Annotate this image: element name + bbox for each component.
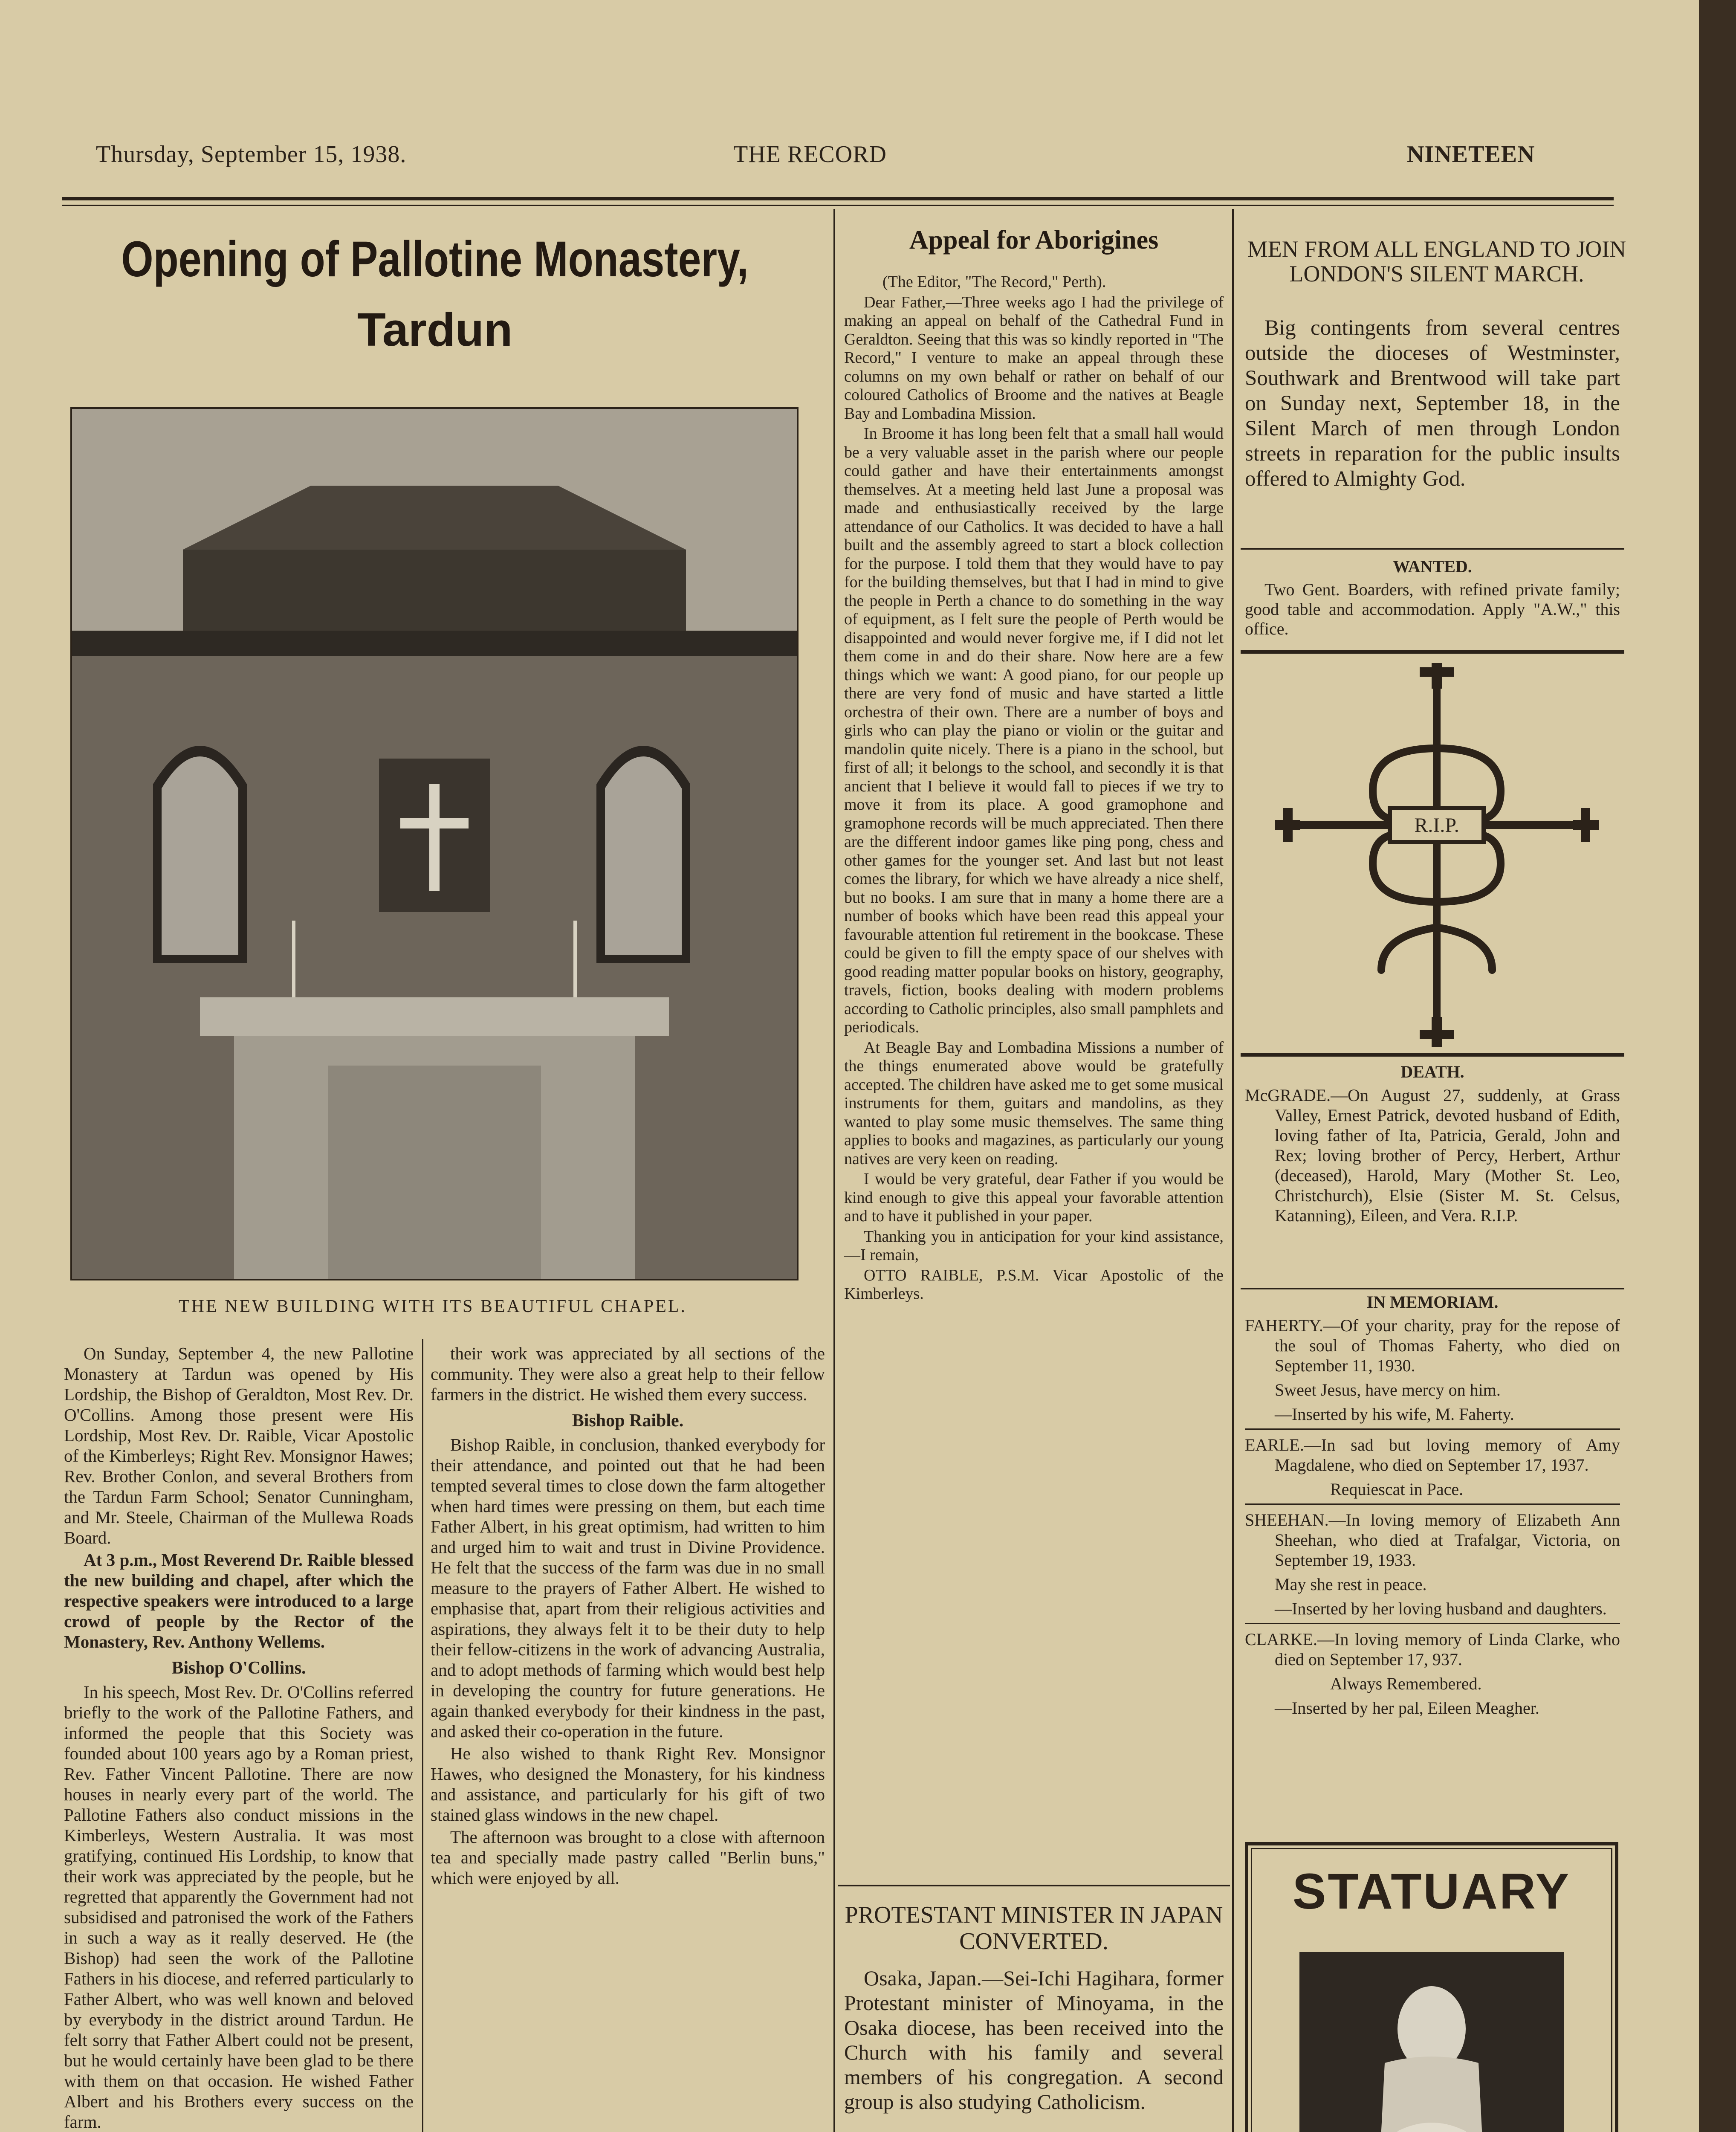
- masthead-rule-thin: [62, 205, 1614, 206]
- memoriam-clarke-verse: Always Remembered.: [1330, 1674, 1482, 1693]
- notice-rule: [1245, 1428, 1620, 1430]
- masthead-date: Thursday, September 15, 1938.: [96, 141, 407, 168]
- memoriam-sheehan-inserted: —Inserted by her loving husband and daughters.: [1275, 1599, 1607, 1618]
- monastery-headline: Opening of Pallotine Monastery,: [121, 231, 749, 287]
- statuary-advertisement: [1245, 1842, 1618, 2132]
- monastery-article-col2: [431, 1343, 825, 1890]
- column-divider: [422, 1339, 423, 2132]
- article-paragraph: Osaka, Japan.—Sei-Ichi Hagihara, former Protestant minister of Minoyama, in the Osaka diocese, has been received into the Church with his family and several members of his congregation. A second group is also studying Catholicism.: [844, 1966, 1224, 2114]
- aborigines-article: [844, 273, 1224, 1305]
- memoriam-earle-verse: Requiescat in Pace.: [1330, 1480, 1464, 1499]
- memoriam-faherty: FAHERTY.—Of your charity, pray for the repose of the soul of Thomas Faherty, who died on September 11, 1930.: [1245, 1316, 1620, 1375]
- section-rule: [838, 1885, 1230, 1886]
- article-paragraph: He also wished to thank Right Rev. Monsignor Hawes, who designed the Monastery, for his kindness and assistance, and particularly for his gift of two stained glass windows in the new chapel.: [431, 1744, 825, 1825]
- article-paragraph: Dear Father,—Three weeks ago I had the privilege of making an appeal on behalf of the Cathedral Fund in Geraldton. Seeing that this was so kindly reported in "The Record," I venture to make an appeal through these columns on my own behalf or rather on behalf of our coloured Catholics of Broome and the natives at Beagle Bay and Lombadina Mission.: [844, 293, 1224, 423]
- binding-edge: [1699, 0, 1736, 2132]
- article-paragraph: On Sunday, September 4, the new Pallotine Monastery at Tardun was opened by His Lordship, the Bishop of Geraldton, Most Rev. Dr. O'Collins. Among those present were His Lordship, Most Rev. Dr. Raible, Vicar Apostolic of the Kimberleys; Right Rev. Monsignor Hawes; Rev. Brother Conlon, and several Brothers from the Tardun Farm School; Senator Cunningham, and Mr. Steele, Chairman of the Mullewa Roads Board.: [64, 1344, 414, 1547]
- memoriam-heading: IN MEMORIAM.: [1366, 1292, 1499, 1312]
- column-divider: [1232, 209, 1234, 2132]
- death-notice: [1245, 1085, 1620, 1230]
- monastery-article-col1: [64, 1343, 414, 2132]
- death-heading: DEATH.: [1400, 1062, 1464, 1081]
- memoriam-clarke: CLARKE.—In loving memory of Linda Clarke, who died on September 17, 937.: [1245, 1630, 1620, 1669]
- memoriam-notices: [1245, 1315, 1620, 1722]
- wanted-text: Two Gent. Boarders, with refined private family; good table and accommodation. Apply "A.W.," this office.: [1245, 580, 1620, 638]
- article-signature: OTTO RAIBLE, P.S.M. Vicar Apostolic of the Kimberleys.: [844, 1266, 1224, 1303]
- rip-label: R.I.P.: [1414, 814, 1459, 837]
- article-paragraph: Big contingents from several centres outside the dioceses of Westminster, Southwark and Brentwood will take part on Sunday next, September 18, in the Silent March of men through London streets in reparation for the public insults offered to Almighty God.: [1245, 316, 1620, 491]
- chapel-illustration: [72, 409, 797, 1279]
- article-paragraph: At Beagle Bay and Lombadina Missions a number of the things enumerated above would be gratefully accepted. The children have asked me to get some musical instruments for them, guitars and mandolins, as they wanted to play some music themselves. The same thing applies to books and magazines, as particularly our young natives are very keen on reading.: [844, 1038, 1224, 1168]
- masthead-page-label: NINETEEN: [1407, 141, 1535, 168]
- notice-rule: [1245, 1503, 1620, 1505]
- article-paragraph: I would be very grateful, dear Father if you would be kind enough to give this appeal your favorable attention and to have it published in your paper.: [844, 1170, 1224, 1225]
- memoriam-sheehan-verse: May she rest in peace.: [1275, 1575, 1427, 1594]
- memoriam-earle: EARLE.—In sad but loving memory of Amy Magdalene, who died on September 17, 1937.: [1245, 1435, 1620, 1474]
- article-paragraph: In Broome it has long been felt that a small hall would be a very valuable asset in the parish where our people could gather and have their entertainments amongst themselves. At a meeting held last June a proposal was made and enthusiastically received by the large attendance of our Catholics. It was decided to have a hall built and the assembly agreed to start a block collection for the purpose. I told them that they would have to pay for the building themselves, but that I had in mind to give the people in Perth a chance to do something in the way of equipment, as I felt sure the people of Perth would be disappointed and would never forgive me, if I did not let them come in and do their share. Now here are a few things which we want: A good piano, for our people up there are very fond of music and have started a little orchestra of their own. There are a number of boys and girls who can play the piano or violin or the guitar and mandolin quite nicely. There is a piano in the school, but first of all; it belongs to the school, and secondly it is that ancient that I believe it would fall to pieces if we try to move it from its place. A good gramophone and gramophone records will be much appreciated. Then there are the different indoor games like ping pong, chess and other games for the younger set. And last but not least comes the library, for which we have already a nice shelf, but no books. I am sure that in many a home there are a number of books which have been read this appeal your favourable attention ful retirement in the bookcase. These could be given to fill the empty space of our shelves with good reading matter popular books on history, geography, travels, fiction, books dealing with modern problems according to Catholic principles, also small pamphlets and periodicals.: [844, 425, 1224, 1036]
- masthead-paper-name: THE RECORD: [733, 141, 887, 168]
- rip-cross-emblem: [1275, 663, 1599, 1047]
- wanted-notice: [1245, 580, 1620, 639]
- column-divider: [833, 209, 835, 2132]
- statuary-ad-heading: STATUARY: [1292, 1863, 1571, 1920]
- notice-rule: [1245, 1623, 1620, 1624]
- death-text: McGRADE.—On August 27, suddenly, at Grass Valley, Ernest Patrick, devoted husband of Edith, loving father of Ita, Patricia, Gerald, John and Rex; loving brother of Percy, Herbert, Arthur (deceased), Harold, Mary (Mother St. Leo, Christchurch), Elsie (Sister M. St. Celsus, Katanning), Eileen, and Vera. R.I.P.: [1245, 1086, 1620, 1225]
- aborigines-headline: Appeal for Aborigines: [909, 226, 1159, 255]
- article-paragraph: Bishop Raible, in conclusion, thanked everybody for their attendance, and pointed out that he had been tempted several times to close down the farm altogether when hard times were pressing on them, but each time Father Albert, in his great optimism, had written to him and urged him to wait and trust in Divine Providence. He felt that the success of the farm was due in no small measure to the prayers of Father Albert. He wished to emphasise that, apart from their religious activities and aspirations, they always felt it to be their duty to help their fellow-citizens in the work of advancing Australia, and to adopt methods of farming which would best help in developing the country for future generations. He again thanked everybody for their kindness in the past, and asked their co-operation in the future.: [431, 1435, 825, 1741]
- article-paragraph: Thanking you in anticipation for your kind assistance,—I remain,: [844, 1227, 1224, 1264]
- section-rule: [1241, 650, 1624, 654]
- monastery-headline-sub: Tardun: [357, 304, 513, 356]
- section-rule: [1241, 548, 1624, 550]
- statue-figure: [1299, 1952, 1564, 2132]
- masthead-rule: [62, 197, 1614, 200]
- chapel-photo-caption: THE NEW BUILDING WITH ITS BEAUTIFUL CHAPEL.: [179, 1297, 687, 1316]
- section-rule: [1241, 1288, 1624, 1289]
- protestant-article: [844, 1966, 1224, 2114]
- article-paragraph: In his speech, Most Rev. Dr. O'Collins referred briefly to the work of the Pallotine Fathers, and informed the people that this Society was founded about 100 years ago by a Roman priest, Rev. Father Vincent Pallotine. There are now houses in nearly every part of the world. The Pallotine Fathers also conduct missions in the Kimberleys, Western Australia. It was most gratifying, continued His Lordship, to know that their work was appreciated by the people, but he regretted that apparently the Government had not subsidised and patronised the work of the Fathers in such a way as it really deserved. He (the Bishop) had seen the work of the Pallotine Fathers in his diocese, and referred particularly to Father Albert, who was well known and beloved by everybody in the district around Tardun. He felt sorry that Father Albert could not be present, but he would certainly have been glad to be there with them on that occasion. He wished Father Albert and his Brothers every success on the farm.: [64, 1682, 414, 2132]
- march-headline: MEN FROM ALL ENGLAND TO JOIN LONDON'S SILENT MARCH.: [1247, 236, 1626, 287]
- statue-photo: [1299, 1952, 1564, 2132]
- article-paragraph: their work was appreciated by all sections of the community. They were also a great help to their fellow farmers in the district. He wished them every success.: [431, 1344, 825, 1404]
- memoriam-clarke-inserted: —Inserted by her pal, Eileen Meagher.: [1275, 1698, 1539, 1718]
- section-rule: [1241, 1053, 1624, 1057]
- memoriam-faherty-verse: Sweet Jesus, have mercy on him.: [1275, 1380, 1501, 1399]
- subheading-bishop-ocollins: Bishop O'Collins.: [171, 1658, 306, 1678]
- memoriam-faherty-inserted: —Inserted by his wife, M. Faherty.: [1275, 1405, 1514, 1424]
- wanted-heading: WANTED.: [1393, 557, 1472, 576]
- subheading-bishop-raible: Bishop Raible.: [572, 1411, 684, 1431]
- article-paragraph: The afternoon was brought to a close with afternoon tea and specially made pastry called "Berlin buns," which were enjoyed by all.: [431, 1827, 825, 1888]
- chapel-photo: [70, 407, 799, 1280]
- article-paragraph: (The Editor, "The Record," Perth).: [882, 273, 1106, 291]
- article-paragraph-bold: At 3 p.m., Most Reverend Dr. Raible blessed the new building and chapel, after which the respective speakers were introduced to a large crowd of people by the Rector of the Monastery, Rev. Anthony Wellems.: [64, 1550, 414, 1651]
- memoriam-sheehan: SHEEHAN.—In loving memory of Elizabeth Ann Sheehan, who died at Trafalgar, Victoria, on September 19, 1933.: [1245, 1510, 1620, 1570]
- march-article: [1245, 316, 1620, 492]
- protestant-headline: PROTESTANT MINISTER IN JAPAN CONVERTED.: [845, 1902, 1223, 1955]
